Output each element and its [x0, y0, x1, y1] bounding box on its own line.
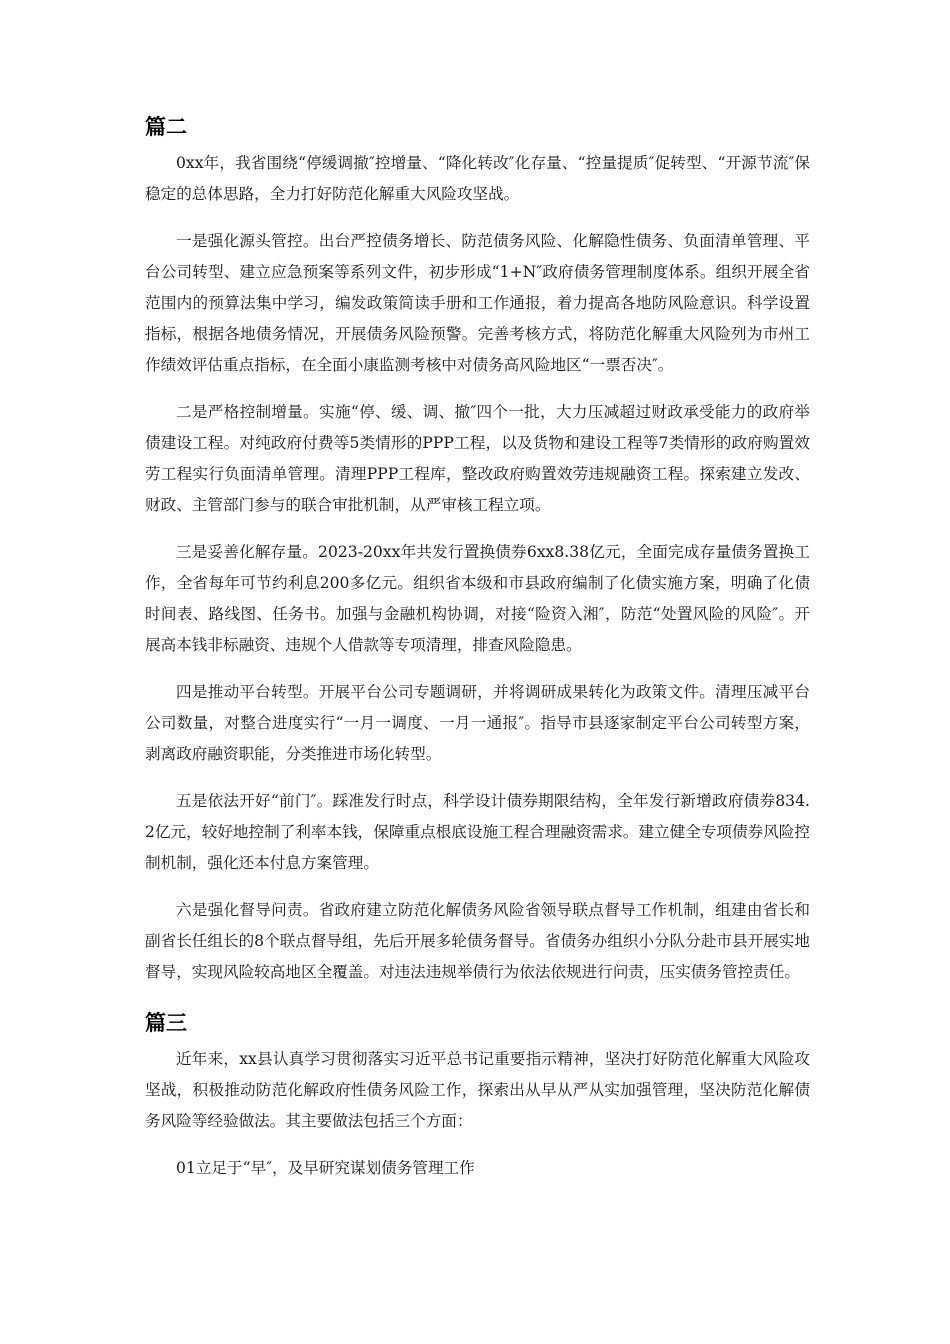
paragraph: 二是严格控制增量。实施“停、缓、调、撤″四个一批，大力压减超过财政承受能力的政府举债建设工程。对纯政府付费等5类情形的PPP工程，以及货物和建设工程等7类情形的政府购置效劳工程实行负面清单管理。清理PPP工程库，整改政府购置效劳违规融资工程。探索建立发改、财政、主管部门参与的联合审批机制，从严审核工程立项。	[145, 403, 810, 514]
paragraph: 四是推动平台转型。开展平台公司专题调研，并将调研成果转化为政策文件。清理压减平台公司数量，对整合进度实行“一月一调度、一月一通报″。指导市县逐家制定平台公司转型方案，剥离政府融资职能，分类推进市场化转型。	[145, 683, 810, 763]
paragraph: 三是妥善化解存量。2023-20xx年共发行置换债券6xx8.38亿元，全面完成存量债务置换工作，全省每年可节约利息200多亿元。组织省本级和市县政府编制了化债实施方案，明确了化债时间表、路线图、任务书。加强与金融机构协调，对接“险资入湘″，防范“处置风险的风险″。开展高本钱非标融资、违规个人借款等专项清理，排查风险隐患。	[145, 543, 810, 654]
paragraph: 一是强化源头管控。出台严控债务增长、防范债务风险、化解隐性债务、负面清单管理、平台公司转型、建立应急预案等系列文件，初步形成“1+N″政府债务管理制度体系。组织开展全省范围内的预算法集中学习，编发政策简读手册和工作通报，着力提高各地防风险意识。科学设置指标，根据各地债务情况，开展债务风险预警。完善考核方式，将防范化解重大风险列为市州工作绩效评估重点指标，在全面小康监测考核中对债务高风险地区“一票否决″。	[145, 232, 810, 374]
section-heading: 篇二	[145, 114, 187, 139]
paragraph: 01立足于“早″，及早研究谋划债务管理工作	[176, 1159, 475, 1177]
document-page	[145, 112, 810, 1200]
section-part-three	[145, 1008, 810, 1184]
paragraph: 六是强化督导问责。省政府建立防范化解债务风险省领导联点督导工作机制，组建由省长和副省长任组长的8个联点督导组，先后开展多轮债务督导。省债务办组织小分队分赴市县开展实地督导，实现风险较高地区全覆盖。对违法违规举债行为依法依规进行问责，压实债务管控责任。	[145, 901, 810, 981]
paragraph: 近年来，xx县认真学习贯彻落实习近平总书记重要指示精神，坚决打好防范化解重大风险攻坚战，积极推动防范化解政府性债务风险工作，探索出从早从严从实加强管理，坚决防范化解债务风险等经验做法。其主要做法包括三个方面：	[145, 1050, 810, 1130]
section-part-two	[145, 112, 810, 988]
paragraph: 五是依法开好“前门″。踩准发行时点，科学设计债券期限结构，全年发行新增政府债券834.2亿元，较好地控制了利率本钱，保障重点根底设施工程合理融资需求。建立健全专项债券风险控制机制，强化还本付息方案管理。	[145, 792, 810, 872]
section-heading: 篇三	[145, 1010, 187, 1035]
paragraph: 0xx年，我省围绕“停缓调撤″控增量、“降化转改″化存量、“控量提质″促转型、“开源节流″保稳定的总体思路，全力打好防范化解重大风险攻坚战。	[145, 154, 810, 203]
